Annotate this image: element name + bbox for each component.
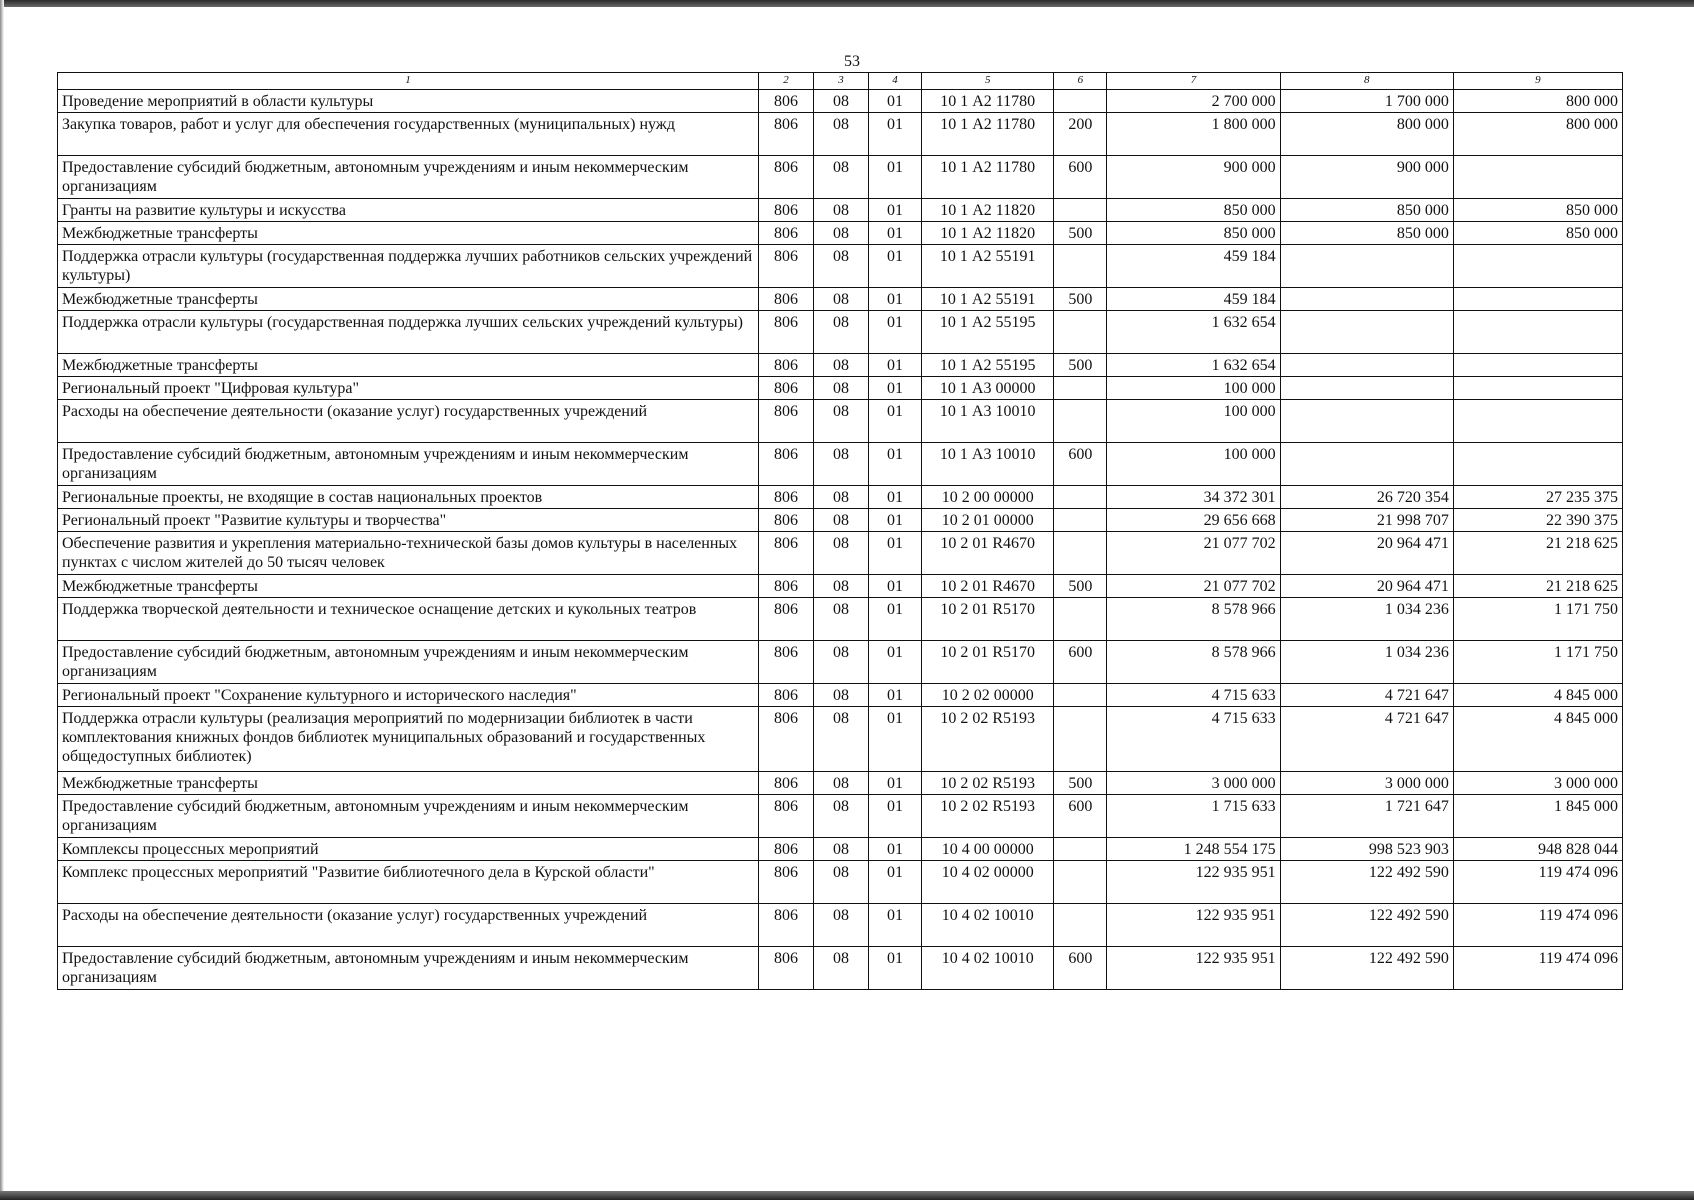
column-number-row <box>58 73 1623 90</box>
section-cell: 08 <box>814 156 869 199</box>
expense-name-cell: Обеспечение развития и укрепления материально-технической базы домов культуры в населенных пунктах с числом жителей до 50 тысяч человек <box>58 532 759 575</box>
subsection-cell: 01 <box>869 245 922 288</box>
amount-year1-cell: 4 715 633 <box>1107 707 1280 772</box>
amount-year1-cell: 8 578 966 <box>1107 598 1280 641</box>
table-row <box>58 838 1623 861</box>
amount-year3-cell: 119 474 096 <box>1453 861 1622 904</box>
section-cell: 08 <box>814 598 869 641</box>
amount-year3-cell: 4 845 000 <box>1453 684 1622 707</box>
expense-name-cell: Межбюджетные трансферты <box>58 222 759 245</box>
table-row <box>58 795 1623 838</box>
expense-name-cell: Предоставление субсидий бюджетным, автономным учреждениям и иным некоммерческим организациям <box>58 795 759 838</box>
amount-year2-cell <box>1280 354 1453 377</box>
section-cell: 08 <box>814 354 869 377</box>
table-row <box>58 113 1623 156</box>
expense-name-cell: Межбюджетные трансферты <box>58 575 759 598</box>
target-article-cell: 10 1 А2 55195 <box>921 354 1053 377</box>
target-article-cell: 10 1 А2 11820 <box>921 199 1053 222</box>
amount-year2-cell: 122 492 590 <box>1280 947 1453 990</box>
table-row <box>58 90 1623 113</box>
department-code-cell: 806 <box>758 311 813 354</box>
amount-year1-cell: 122 935 951 <box>1107 947 1280 990</box>
amount-year3-cell <box>1453 400 1622 443</box>
expense-type-cell <box>1054 904 1107 947</box>
amount-year1-cell: 1 248 554 175 <box>1107 838 1280 861</box>
expense-type-cell: 500 <box>1054 222 1107 245</box>
expense-name-cell: Гранты на развитие культуры и искусства <box>58 199 759 222</box>
section-cell: 08 <box>814 904 869 947</box>
table-row <box>58 245 1623 288</box>
department-code-cell: 806 <box>758 904 813 947</box>
amount-year3-cell <box>1453 288 1622 311</box>
expense-type-cell <box>1054 377 1107 400</box>
section-cell: 08 <box>814 222 869 245</box>
amount-year1-cell: 1 800 000 <box>1107 113 1280 156</box>
amount-year1-cell: 2 700 000 <box>1107 90 1280 113</box>
section-cell: 08 <box>814 113 869 156</box>
department-code-cell: 806 <box>758 795 813 838</box>
amount-year2-cell: 1 721 647 <box>1280 795 1453 838</box>
target-article-cell: 10 2 00 00000 <box>921 486 1053 509</box>
column-number: 8 <box>1280 73 1453 90</box>
expense-name-cell: Комплексы процессных мероприятий <box>58 838 759 861</box>
table-row <box>58 575 1623 598</box>
amount-year1-cell: 850 000 <box>1107 199 1280 222</box>
section-cell: 08 <box>814 795 869 838</box>
subsection-cell: 01 <box>869 354 922 377</box>
expense-type-cell <box>1054 245 1107 288</box>
amount-year3-cell: 1 171 750 <box>1453 641 1622 684</box>
section-cell: 08 <box>814 509 869 532</box>
subsection-cell: 01 <box>869 377 922 400</box>
subsection-cell: 01 <box>869 838 922 861</box>
budget-table-body <box>58 90 1623 990</box>
amount-year3-cell <box>1453 354 1622 377</box>
amount-year2-cell <box>1280 288 1453 311</box>
subsection-cell: 01 <box>869 575 922 598</box>
target-article-cell: 10 2 01 R4670 <box>921 532 1053 575</box>
section-cell: 08 <box>814 641 869 684</box>
subsection-cell: 01 <box>869 641 922 684</box>
amount-year2-cell: 4 721 647 <box>1280 684 1453 707</box>
amount-year3-cell: 1 171 750 <box>1453 598 1622 641</box>
column-number: 4 <box>869 73 922 90</box>
amount-year1-cell: 1 632 654 <box>1107 311 1280 354</box>
expense-type-cell: 200 <box>1054 113 1107 156</box>
target-article-cell: 10 4 00 00000 <box>921 838 1053 861</box>
amount-year3-cell <box>1453 311 1622 354</box>
table-row <box>58 486 1623 509</box>
amount-year2-cell <box>1280 311 1453 354</box>
column-number: 2 <box>758 73 813 90</box>
table-row <box>58 707 1623 772</box>
expense-name-cell: Региональные проекты, не входящие в состав национальных проектов <box>58 486 759 509</box>
expense-type-cell <box>1054 861 1107 904</box>
expense-name-cell: Предоставление субсидий бюджетным, автономным учреждениям и иным некоммерческим организациям <box>58 156 759 199</box>
target-article-cell: 10 2 01 R5170 <box>921 598 1053 641</box>
expense-name-cell: Предоставление субсидий бюджетным, автономным учреждениям и иным некоммерческим организациям <box>58 443 759 486</box>
subsection-cell: 01 <box>869 772 922 795</box>
section-cell: 08 <box>814 532 869 575</box>
amount-year1-cell: 1 632 654 <box>1107 354 1280 377</box>
expense-type-cell <box>1054 598 1107 641</box>
target-article-cell: 10 2 02 R5193 <box>921 707 1053 772</box>
table-row <box>58 598 1623 641</box>
department-code-cell: 806 <box>758 532 813 575</box>
target-article-cell: 10 4 02 10010 <box>921 947 1053 990</box>
amount-year3-cell: 27 235 375 <box>1453 486 1622 509</box>
expense-type-cell: 600 <box>1054 443 1107 486</box>
amount-year1-cell: 459 184 <box>1107 245 1280 288</box>
expense-type-cell <box>1054 532 1107 575</box>
expense-type-cell <box>1054 838 1107 861</box>
target-article-cell: 10 2 01 R5170 <box>921 641 1053 684</box>
amount-year2-cell: 998 523 903 <box>1280 838 1453 861</box>
table-row <box>58 509 1623 532</box>
department-code-cell: 806 <box>758 199 813 222</box>
amount-year1-cell: 459 184 <box>1107 288 1280 311</box>
section-cell: 08 <box>814 838 869 861</box>
section-cell: 08 <box>814 199 869 222</box>
target-article-cell: 10 4 02 00000 <box>921 861 1053 904</box>
table-row <box>58 222 1623 245</box>
department-code-cell: 806 <box>758 156 813 199</box>
subsection-cell: 01 <box>869 400 922 443</box>
table-row <box>58 156 1623 199</box>
department-code-cell: 806 <box>758 509 813 532</box>
section-cell: 08 <box>814 245 869 288</box>
table-row <box>58 947 1623 990</box>
subsection-cell: 01 <box>869 288 922 311</box>
section-cell: 08 <box>814 861 869 904</box>
target-article-cell: 10 2 01 00000 <box>921 509 1053 532</box>
expense-type-cell <box>1054 486 1107 509</box>
amount-year2-cell: 1 034 236 <box>1280 598 1453 641</box>
amount-year1-cell: 100 000 <box>1107 400 1280 443</box>
amount-year1-cell: 1 715 633 <box>1107 795 1280 838</box>
subsection-cell: 01 <box>869 707 922 772</box>
department-code-cell: 806 <box>758 772 813 795</box>
department-code-cell: 806 <box>758 245 813 288</box>
amount-year2-cell <box>1280 377 1453 400</box>
subsection-cell: 01 <box>869 795 922 838</box>
expense-type-cell: 600 <box>1054 795 1107 838</box>
amount-year2-cell: 20 964 471 <box>1280 532 1453 575</box>
subsection-cell: 01 <box>869 113 922 156</box>
amount-year3-cell <box>1453 156 1622 199</box>
target-article-cell: 10 1 А2 11820 <box>921 222 1053 245</box>
amount-year1-cell: 34 372 301 <box>1107 486 1280 509</box>
department-code-cell: 806 <box>758 400 813 443</box>
section-cell: 08 <box>814 400 869 443</box>
column-number: 5 <box>921 73 1053 90</box>
amount-year2-cell: 26 720 354 <box>1280 486 1453 509</box>
department-code-cell: 806 <box>758 443 813 486</box>
target-article-cell: 10 1 А2 11780 <box>921 156 1053 199</box>
amount-year3-cell: 850 000 <box>1453 222 1622 245</box>
subsection-cell: 01 <box>869 156 922 199</box>
amount-year1-cell: 100 000 <box>1107 377 1280 400</box>
expense-type-cell: 600 <box>1054 947 1107 990</box>
amount-year3-cell: 4 845 000 <box>1453 707 1622 772</box>
expense-type-cell <box>1054 311 1107 354</box>
department-code-cell: 806 <box>758 861 813 904</box>
department-code-cell: 806 <box>758 598 813 641</box>
amount-year2-cell: 122 492 590 <box>1280 861 1453 904</box>
expense-type-cell: 500 <box>1054 288 1107 311</box>
subsection-cell: 01 <box>869 904 922 947</box>
department-code-cell: 806 <box>758 90 813 113</box>
expense-name-cell: Поддержка отрасли культуры (государственная поддержка лучших работников сельских учреждений культуры) <box>58 245 759 288</box>
amount-year2-cell: 122 492 590 <box>1280 904 1453 947</box>
subsection-cell: 01 <box>869 90 922 113</box>
amount-year3-cell <box>1453 245 1622 288</box>
section-cell: 08 <box>814 288 869 311</box>
target-article-cell: 10 1 А2 55195 <box>921 311 1053 354</box>
department-code-cell: 806 <box>758 575 813 598</box>
amount-year3-cell: 21 218 625 <box>1453 532 1622 575</box>
column-number: 3 <box>814 73 869 90</box>
amount-year2-cell <box>1280 443 1453 486</box>
amount-year3-cell: 948 828 044 <box>1453 838 1622 861</box>
expense-name-cell: Межбюджетные трансферты <box>58 288 759 311</box>
amount-year1-cell: 21 077 702 <box>1107 575 1280 598</box>
amount-year3-cell: 119 474 096 <box>1453 904 1622 947</box>
table-row <box>58 904 1623 947</box>
subsection-cell: 01 <box>869 947 922 990</box>
table-row <box>58 684 1623 707</box>
expense-type-cell: 600 <box>1054 156 1107 199</box>
amount-year2-cell <box>1280 400 1453 443</box>
scan-edge-left <box>0 0 4 1200</box>
amount-year2-cell: 900 000 <box>1280 156 1453 199</box>
page-number: 53 <box>844 53 860 70</box>
subsection-cell: 01 <box>869 311 922 354</box>
amount-year1-cell: 29 656 668 <box>1107 509 1280 532</box>
amount-year3-cell: 119 474 096 <box>1453 947 1622 990</box>
subsection-cell: 01 <box>869 598 922 641</box>
department-code-cell: 806 <box>758 288 813 311</box>
expense-name-cell: Поддержка отрасли культуры (реализация мероприятий по модернизации библиотек в части комплектования книжных фондов библиотек муниципальных образований и государственных общедоступных библиотек) <box>58 707 759 772</box>
column-number: 7 <box>1107 73 1280 90</box>
subsection-cell: 01 <box>869 486 922 509</box>
amount-year1-cell: 122 935 951 <box>1107 861 1280 904</box>
expense-name-cell: Проведение мероприятий в области культуры <box>58 90 759 113</box>
amount-year3-cell <box>1453 443 1622 486</box>
target-article-cell: 10 1 А2 55191 <box>921 288 1053 311</box>
expense-type-cell <box>1054 684 1107 707</box>
expense-type-cell: 600 <box>1054 641 1107 684</box>
amount-year3-cell: 850 000 <box>1453 199 1622 222</box>
column-number: 1 <box>58 73 759 90</box>
amount-year3-cell: 3 000 000 <box>1453 772 1622 795</box>
amount-year2-cell: 21 998 707 <box>1280 509 1453 532</box>
section-cell: 08 <box>814 772 869 795</box>
expense-name-cell: Межбюджетные трансферты <box>58 772 759 795</box>
table-row <box>58 772 1623 795</box>
department-code-cell: 806 <box>758 377 813 400</box>
amount-year3-cell: 800 000 <box>1453 90 1622 113</box>
expense-type-cell: 500 <box>1054 772 1107 795</box>
department-code-cell: 806 <box>758 486 813 509</box>
target-article-cell: 10 1 А2 11780 <box>921 113 1053 156</box>
subsection-cell: 01 <box>869 443 922 486</box>
amount-year2-cell: 850 000 <box>1280 222 1453 245</box>
amount-year1-cell: 3 000 000 <box>1107 772 1280 795</box>
table-row <box>58 443 1623 486</box>
table-row <box>58 861 1623 904</box>
amount-year1-cell: 100 000 <box>1107 443 1280 486</box>
amount-year1-cell: 21 077 702 <box>1107 532 1280 575</box>
table-row <box>58 377 1623 400</box>
subsection-cell: 01 <box>869 222 922 245</box>
column-number: 9 <box>1453 73 1622 90</box>
department-code-cell: 806 <box>758 354 813 377</box>
section-cell: 08 <box>814 575 869 598</box>
target-article-cell: 10 1 А3 10010 <box>921 400 1053 443</box>
table-row <box>58 288 1623 311</box>
section-cell: 08 <box>814 947 869 990</box>
subsection-cell: 01 <box>869 684 922 707</box>
amount-year2-cell: 3 000 000 <box>1280 772 1453 795</box>
amount-year1-cell: 4 715 633 <box>1107 684 1280 707</box>
amount-year3-cell: 1 845 000 <box>1453 795 1622 838</box>
section-cell: 08 <box>814 486 869 509</box>
amount-year1-cell: 900 000 <box>1107 156 1280 199</box>
amount-year1-cell: 850 000 <box>1107 222 1280 245</box>
table-row <box>58 199 1623 222</box>
subsection-cell: 01 <box>869 199 922 222</box>
expense-name-cell: Предоставление субсидий бюджетным, автономным учреждениям и иным некоммерческим организациям <box>58 641 759 684</box>
section-cell: 08 <box>814 443 869 486</box>
section-cell: 08 <box>814 90 869 113</box>
amount-year2-cell: 800 000 <box>1280 113 1453 156</box>
table-row <box>58 400 1623 443</box>
amount-year2-cell <box>1280 245 1453 288</box>
subsection-cell: 01 <box>869 861 922 904</box>
expense-type-cell: 500 <box>1054 575 1107 598</box>
section-cell: 08 <box>814 684 869 707</box>
section-cell: 08 <box>814 707 869 772</box>
table-row <box>58 354 1623 377</box>
department-code-cell: 806 <box>758 947 813 990</box>
expense-type-cell <box>1054 707 1107 772</box>
amount-year3-cell <box>1453 377 1622 400</box>
department-code-cell: 806 <box>758 684 813 707</box>
column-number: 6 <box>1054 73 1107 90</box>
budget-table <box>57 72 1623 990</box>
expense-type-cell <box>1054 400 1107 443</box>
scan-edge-bottom <box>0 1191 1694 1200</box>
amount-year1-cell: 8 578 966 <box>1107 641 1280 684</box>
expense-name-cell: Региональный проект "Цифровая культура" <box>58 377 759 400</box>
expense-name-cell: Поддержка творческой деятельности и техническое оснащение детских и кукольных театров <box>58 598 759 641</box>
department-code-cell: 806 <box>758 222 813 245</box>
expense-name-cell: Предоставление субсидий бюджетным, автономным учреждениям и иным некоммерческим организациям <box>58 947 759 990</box>
target-article-cell: 10 2 01 R4670 <box>921 575 1053 598</box>
expense-type-cell <box>1054 199 1107 222</box>
target-article-cell: 10 2 02 R5193 <box>921 772 1053 795</box>
section-cell: 08 <box>814 377 869 400</box>
target-article-cell: 10 4 02 10010 <box>921 904 1053 947</box>
amount-year1-cell: 122 935 951 <box>1107 904 1280 947</box>
expense-name-cell: Межбюджетные трансферты <box>58 354 759 377</box>
expense-name-cell: Комплекс процессных мероприятий "Развитие библиотечного дела в Курской области" <box>58 861 759 904</box>
target-article-cell: 10 1 А3 10010 <box>921 443 1053 486</box>
department-code-cell: 806 <box>758 707 813 772</box>
table-row <box>58 641 1623 684</box>
table-row <box>58 532 1623 575</box>
department-code-cell: 806 <box>758 113 813 156</box>
amount-year2-cell: 4 721 647 <box>1280 707 1453 772</box>
target-article-cell: 10 1 А2 11780 <box>921 90 1053 113</box>
section-cell: 08 <box>814 311 869 354</box>
scan-edge-top <box>0 0 1694 7</box>
expense-type-cell <box>1054 509 1107 532</box>
subsection-cell: 01 <box>869 532 922 575</box>
amount-year2-cell: 850 000 <box>1280 199 1453 222</box>
amount-year2-cell: 20 964 471 <box>1280 575 1453 598</box>
expense-name-cell: Поддержка отрасли культуры (государственная поддержка лучших сельских учреждений культуры) <box>58 311 759 354</box>
amount-year3-cell: 800 000 <box>1453 113 1622 156</box>
target-article-cell: 10 2 02 R5193 <box>921 795 1053 838</box>
target-article-cell: 10 2 02 00000 <box>921 684 1053 707</box>
expense-name-cell: Региональный проект "Развитие культуры и творчества" <box>58 509 759 532</box>
department-code-cell: 806 <box>758 641 813 684</box>
target-article-cell: 10 1 А3 00000 <box>921 377 1053 400</box>
table-row <box>58 311 1623 354</box>
amount-year2-cell: 1 034 236 <box>1280 641 1453 684</box>
subsection-cell: 01 <box>869 509 922 532</box>
amount-year3-cell: 22 390 375 <box>1453 509 1622 532</box>
expense-type-cell: 500 <box>1054 354 1107 377</box>
target-article-cell: 10 1 А2 55191 <box>921 245 1053 288</box>
expense-name-cell: Региональный проект "Сохранение культурного и исторического наследия" <box>58 684 759 707</box>
expense-name-cell: Закупка товаров, работ и услуг для обеспечения государственных (муниципальных) нужд <box>58 113 759 156</box>
expense-type-cell <box>1054 90 1107 113</box>
amount-year3-cell: 21 218 625 <box>1453 575 1622 598</box>
amount-year2-cell: 1 700 000 <box>1280 90 1453 113</box>
department-code-cell: 806 <box>758 838 813 861</box>
expense-name-cell: Расходы на обеспечение деятельности (оказание услуг) государственных учреждений <box>58 400 759 443</box>
expense-name-cell: Расходы на обеспечение деятельности (оказание услуг) государственных учреждений <box>58 904 759 947</box>
